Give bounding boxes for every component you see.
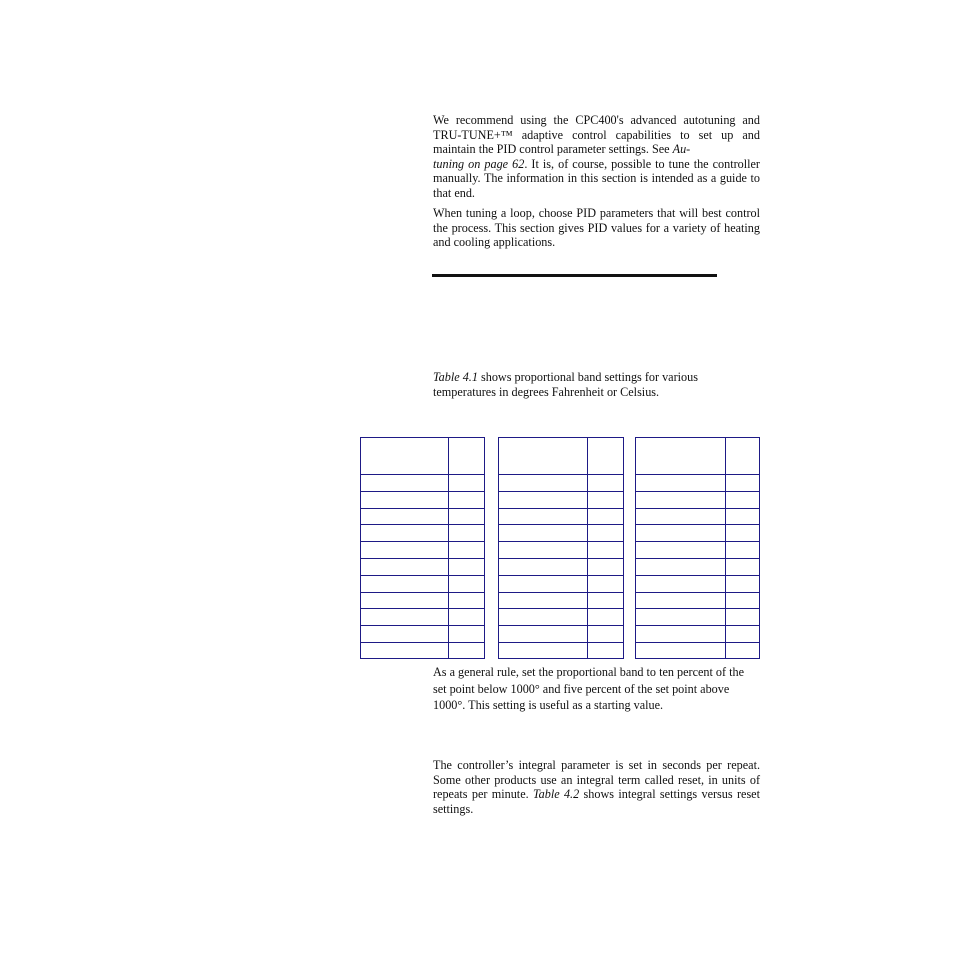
table-row-divider xyxy=(361,474,484,475)
intro-paragraph-tuning xyxy=(433,206,760,250)
table-row-divider xyxy=(636,541,759,542)
section-divider xyxy=(432,274,717,277)
proportional-band-paragraph xyxy=(433,370,760,399)
table-row-divider xyxy=(499,575,623,576)
table-row-divider xyxy=(636,474,759,475)
table-row-divider xyxy=(499,608,623,609)
table-row-divider xyxy=(361,508,484,509)
table-row-divider xyxy=(361,558,484,559)
general-rule-paragraph xyxy=(433,664,760,714)
table-row-divider xyxy=(499,491,623,492)
table-row-divider xyxy=(361,541,484,542)
table-row-divider xyxy=(636,592,759,593)
table-row-divider xyxy=(636,558,759,559)
intro-paragraph-autotuning xyxy=(433,113,760,201)
intro-text-2: . It is, of course, possible to tune the controller manually. The information in this section is intended as a guide to that end. xyxy=(433,156,760,200)
autotuning-reference: Au- tuning on page 62 xyxy=(433,142,691,171)
table-row-divider xyxy=(361,625,484,626)
table-row-divider xyxy=(361,524,484,525)
table-row-divider xyxy=(636,524,759,525)
table-row-divider xyxy=(499,541,623,542)
table-4-2-reference: Table 4.2 xyxy=(532,787,580,802)
table-row-divider xyxy=(361,491,484,492)
proportional-band-table-3 xyxy=(635,437,760,659)
general-rule-text: As a general rule, set the proportional band to ten percent of the set point below 1000° and five percent of the set point above 1000°. This setting is useful as a starting value. xyxy=(433,665,745,712)
proportional-band-text: shows proportional band settings for various temperatures in degrees Fahrenheit or Celsius. xyxy=(433,370,698,399)
table-row-divider xyxy=(499,508,623,509)
proportional-band-table-1 xyxy=(360,437,485,659)
table-row-divider xyxy=(361,592,484,593)
table-row-divider xyxy=(499,558,623,559)
table-4-1-reference: Table 4.1 xyxy=(433,370,478,384)
table-row-divider xyxy=(636,508,759,509)
table-row-divider xyxy=(636,608,759,609)
intro-text-1: We recommend using the CPC400's advanced autotuning and TRU-TUNE+™ adaptive control capabilities to set up and maintain the PID control parameter settings. See xyxy=(433,113,760,157)
proportional-band-table-2 xyxy=(498,437,624,659)
tuning-text: When tuning a loop, choose PID parameters that will best control the process. This section gives PID values for a variety of heating and cooling applications. xyxy=(433,206,760,250)
integral-text-1: The controller’s integral parameter is set in seconds per repeat. Some other products use an integral term called reset, in units of repeats per minute. xyxy=(433,758,760,802)
integral-paragraph xyxy=(433,758,760,816)
table-row-divider xyxy=(636,625,759,626)
table-row-divider xyxy=(499,625,623,626)
table-row-divider xyxy=(499,592,623,593)
table-row-divider xyxy=(499,474,623,475)
table-row-divider xyxy=(361,642,484,643)
table-row-divider xyxy=(636,642,759,643)
table-row-divider xyxy=(361,608,484,609)
table-row-divider xyxy=(636,575,759,576)
integral-text-2: shows integral settings versus reset settings. xyxy=(433,787,760,816)
table-row-divider xyxy=(499,524,623,525)
table-row-divider xyxy=(636,491,759,492)
table-row-divider xyxy=(361,575,484,576)
table-row-divider xyxy=(499,642,623,643)
